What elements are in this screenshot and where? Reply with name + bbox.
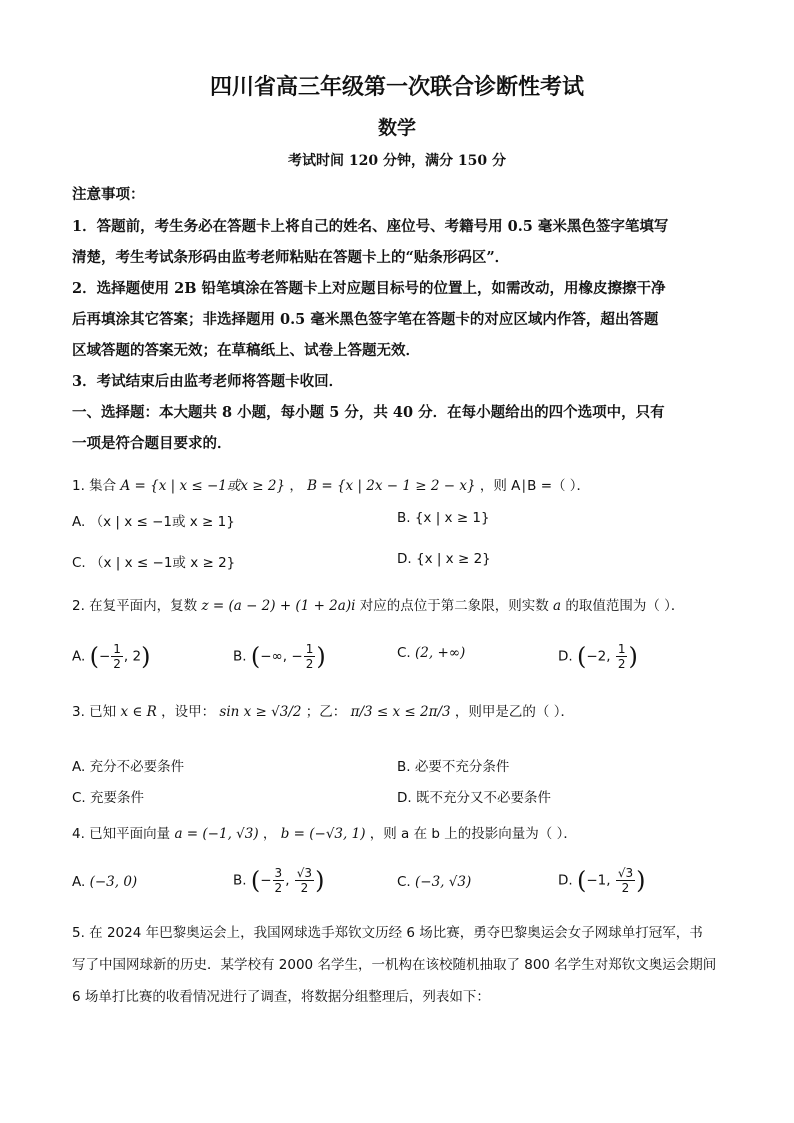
q4-option-b: B. (− $\frac{3}{2}$ , $\frac{√3}{2}$ )	[233, 866, 325, 895]
q4-option-c-label: C.	[397, 874, 411, 890]
q1-set-b: B = {x | 2x − 1 ≥ 2 − x}	[307, 478, 476, 494]
note-1-line-1: 1．答题前，考生务必在答题卡上将自己的姓名、座位号、考籍号用 0.5 毫米黑色签字笔填写	[72, 218, 669, 235]
q2-stem-b: 对应的点位于第二象限，则实数	[359, 598, 549, 614]
q3-jia: sin x ≥ √3/2	[219, 704, 302, 720]
q4-option-d-label: D.	[558, 872, 573, 889]
question-5-line-3: 6 场单打比赛的收看情况进行了调查，将数据分组整理后，列表如下：	[72, 989, 490, 1005]
question-1-stem	[72, 474, 590, 494]
q3-yi: π/3 ≤ x ≤ 2π/3	[350, 704, 451, 720]
q2-option-a-label: A.	[72, 648, 86, 665]
q3-option-a: A. 充分不必要条件	[72, 759, 185, 775]
section-1-line-2: 一项是符合题目要求的．	[72, 435, 232, 452]
q2-option-c-label: C.	[397, 645, 411, 661]
exam-info: 考试时间 120 分钟，满分 150 分	[288, 153, 506, 169]
q1-option-a: A. （x | x ≤ −1或 x ≥ 1}	[72, 514, 235, 530]
q2-stem-c: 的取值范围为（ ）．	[565, 598, 685, 614]
q3-option-c: C. 充要条件	[72, 790, 145, 806]
q2-option-b: B. (−∞, − $\frac{1}{2}$ )	[233, 642, 326, 671]
question-5-line-1: 5. 在 2024 年巴黎奥运会上，我国网球选手郑钦文历经 6 场比赛，勇夺巴黎奥运会女子网球单打冠军，书	[72, 925, 703, 941]
q3-stem-a: 3. 已知	[72, 704, 117, 720]
note-2-line-1: 2．选择题使用 2B 铅笔填涂在答题卡上对应题目标号的位置上，如需改动，用橡皮擦擦干净	[72, 280, 666, 297]
q1-suffix: ，则 A∣B =（ ）．	[479, 478, 591, 494]
note-1-line-2: 清楚，考生考试条形码由监考老师粘贴在答题卡上的“贴条形码区”．	[72, 249, 510, 266]
note-2-line-2: 后再填涂其它答案；非选择题用 0.5 毫米黑色签字笔在答题卡的对应区域内作答，超出答题	[72, 311, 659, 328]
q1-option-d: D. {x | x ≥ 2}	[397, 551, 491, 567]
q3-stem-d: ，则甲是乙的（ ）．	[454, 704, 574, 720]
q2-variable: a	[553, 598, 562, 614]
q4-stem-a: 4. 已知平面向量	[72, 826, 171, 842]
q4-option-a-label: A.	[72, 874, 86, 890]
q3-option-d: D. 既不充分又不必要条件	[397, 790, 551, 806]
q4-vector-b: b = (−√3, 1)	[280, 826, 366, 842]
section-1-line-1: 一、选择题：本大题共 8 小题，每小题 5 分，共 40 分．在每小题给出的四个选项中，只有	[72, 404, 665, 421]
q2-option-d-label: D.	[558, 648, 573, 665]
q2-option-b-label: B.	[233, 648, 247, 665]
question-3-stem	[72, 700, 574, 720]
q3-condition: x ∈ R	[120, 704, 157, 720]
q2-stem-a: 2. 在复平面内，复数	[72, 598, 198, 614]
question-2-stem	[72, 594, 684, 614]
q4-option-c: C. (−3, √3)	[397, 874, 472, 890]
q2-expression: z = (a − 2) + (1 + 2a)i	[201, 598, 356, 614]
q1-option-b: B. {x | x ≥ 1}	[397, 510, 490, 526]
q1-prefix: 1. 集合	[72, 478, 117, 494]
q4-stem-b: ，则 a 在 b 上的投影向量为（ ）．	[369, 826, 577, 842]
q2-option-d: D. (−2, $\frac{1}{2}$ )	[558, 642, 638, 671]
q4-option-a: A. (−3, 0)	[72, 874, 138, 890]
question-5-line-2: 写了中国网球新的历史．某学校有 2000 名学生，一机构在该校随机抽取了 800 名学生对郑钦文奥运会期间	[72, 957, 717, 973]
exam-title: 四川省高三年级第一次联合诊断性考试	[209, 74, 584, 100]
note-2-line-3: 区域答题的答案无效；在草稿纸上、试卷上答题无效．	[72, 342, 420, 359]
question-4-stem	[72, 822, 577, 842]
notes-heading: 注意事项：	[72, 186, 145, 203]
q4-option-d: D. (−1, $\frac{√3}{2}$ )	[558, 866, 646, 895]
q2-option-c: C. (2, +∞)	[397, 645, 466, 661]
q1-set-a: A = {x | x ≤ −1或x ≥ 2}	[120, 478, 286, 494]
q4-vector-a: a = (−1, √3)	[174, 826, 259, 842]
q1-comma: ，	[289, 478, 303, 494]
q3-stem-b: ，设甲：	[161, 704, 216, 720]
q4-option-b-label: B.	[233, 872, 247, 889]
q3-stem-c: ；乙：	[305, 704, 347, 720]
q2-option-a: A. (− $\frac{1}{2}$ , 2)	[72, 642, 151, 671]
q1-option-c: C. （x | x ≤ −1或 x ≥ 2}	[72, 555, 236, 571]
subject-title: 数学	[377, 117, 416, 139]
q3-option-b: B. 必要不充分条件	[397, 759, 510, 775]
note-3: 3．考试结束后由监考老师将答题卡收回．	[72, 373, 344, 390]
q4-comma: ，	[262, 826, 277, 842]
